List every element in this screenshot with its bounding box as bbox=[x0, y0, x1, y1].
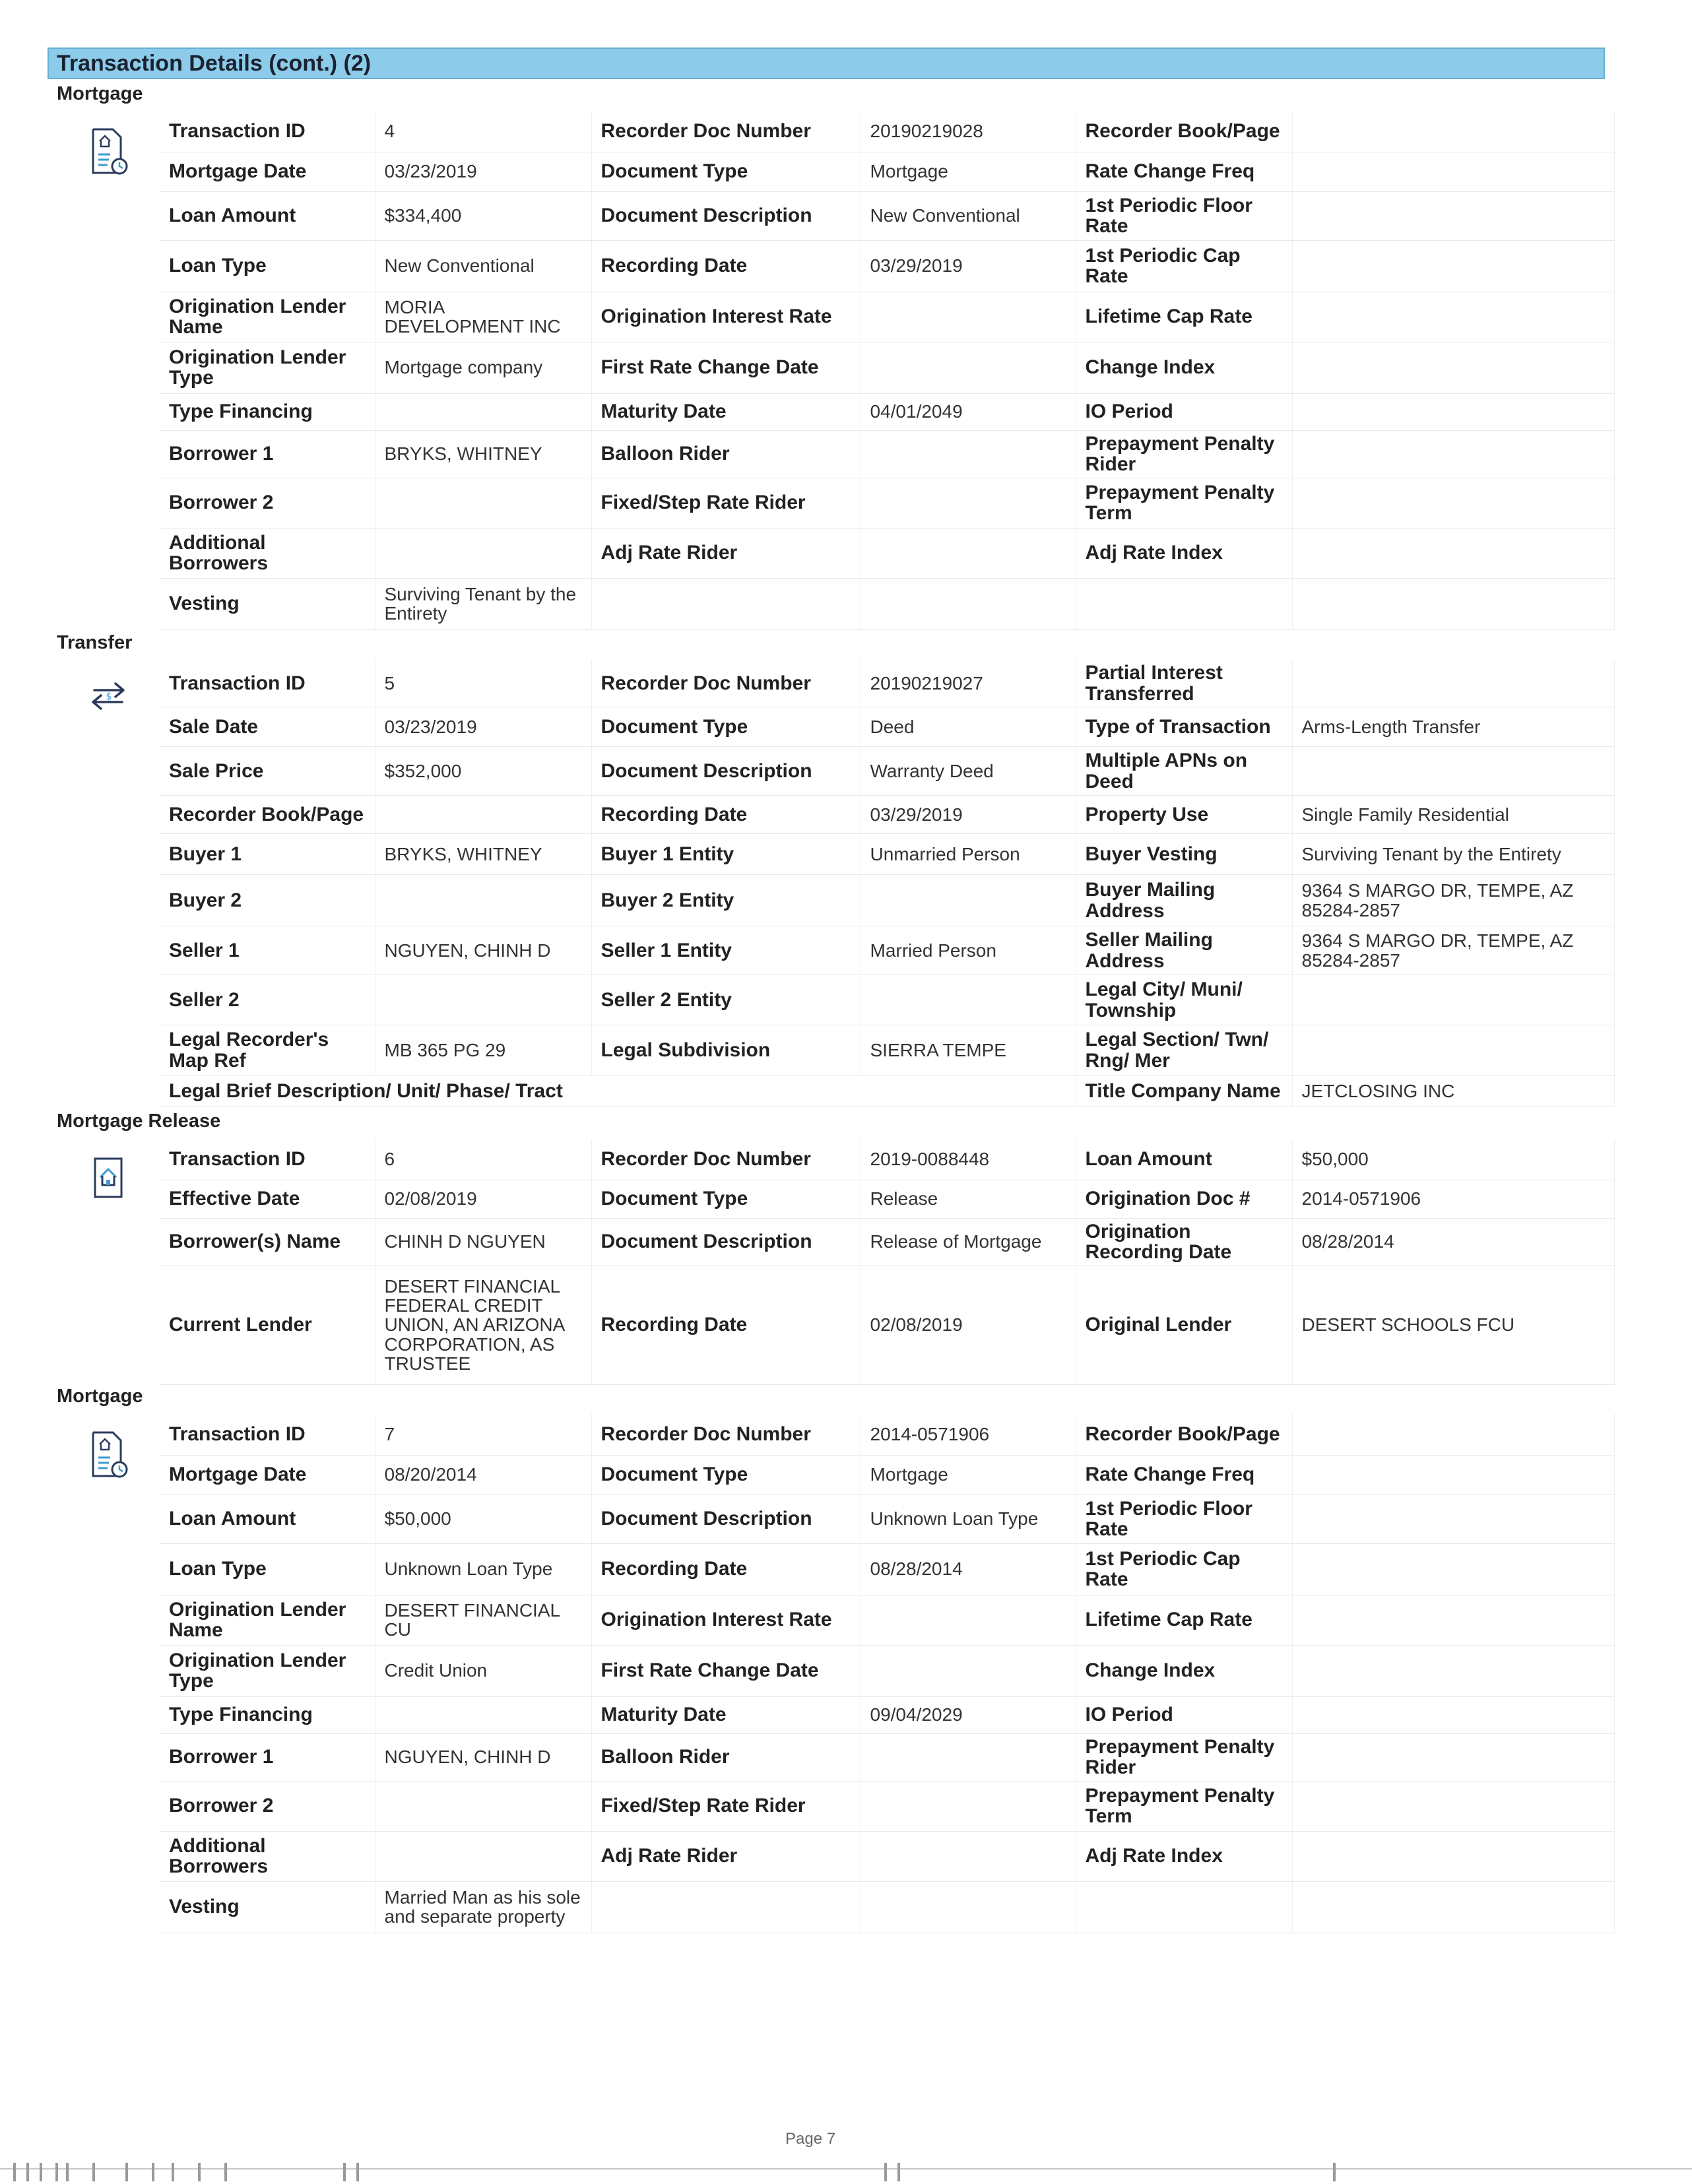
field-label: Original Lender bbox=[1076, 1266, 1292, 1384]
table-row bbox=[57, 1645, 1614, 1696]
table-row bbox=[57, 1543, 1614, 1595]
field-label: Current Lender bbox=[160, 1266, 375, 1384]
field-label: Recording Date bbox=[591, 1266, 861, 1384]
field-label: Document Description bbox=[591, 1494, 861, 1543]
section-icon-cell bbox=[57, 111, 160, 629]
field-value: New Conventional bbox=[375, 240, 591, 292]
field-label: Loan Type bbox=[160, 1543, 375, 1595]
field-label: Prepayment Penalty Rider bbox=[1076, 430, 1292, 478]
field-label: 1st Periodic Cap Rate bbox=[1076, 1543, 1292, 1595]
field-label: Fixed/Step Rate Rider bbox=[591, 1781, 861, 1831]
table-row bbox=[57, 292, 1614, 342]
field-value: 9364 S MARGO DR, TEMPE, AZ 85284-2857 bbox=[1292, 875, 1614, 926]
field-label: Multiple APNs on Deed bbox=[1076, 747, 1292, 796]
field-value bbox=[375, 478, 591, 528]
field-label: Document Type bbox=[591, 152, 861, 191]
section-table bbox=[57, 1139, 1615, 1385]
scan-artifact bbox=[92, 2163, 95, 2181]
field-value bbox=[1292, 1831, 1614, 1881]
field-value bbox=[1292, 111, 1614, 152]
field-value bbox=[861, 292, 1076, 342]
field-value: $334,400 bbox=[375, 191, 591, 240]
field-label: Property Use bbox=[1076, 796, 1292, 834]
field-value: DESERT SCHOOLS FCU bbox=[1292, 1266, 1614, 1384]
field-label: Recording Date bbox=[591, 240, 861, 292]
field-label: Loan Amount bbox=[160, 191, 375, 240]
field-label: Transaction ID bbox=[160, 111, 375, 152]
table-row bbox=[57, 1781, 1614, 1831]
scan-artifact bbox=[152, 2163, 154, 2181]
field-value: Mortgage bbox=[861, 1455, 1076, 1494]
table-row bbox=[57, 1076, 1614, 1107]
field-value bbox=[861, 528, 1076, 578]
field-value bbox=[375, 1781, 591, 1831]
field-label: Buyer 1 bbox=[160, 834, 375, 875]
field-label: Loan Amount bbox=[1076, 1139, 1292, 1180]
field-label: Borrower 1 bbox=[160, 1733, 375, 1781]
field-value bbox=[1292, 292, 1614, 342]
field-label: Loan Amount bbox=[160, 1494, 375, 1543]
field-label: Buyer 2 bbox=[160, 875, 375, 926]
field-label: Mortgage Date bbox=[160, 1455, 375, 1494]
field-label: Type Financing bbox=[160, 393, 375, 430]
field-label: Legal Recorder's Map Ref bbox=[160, 1025, 375, 1076]
field-label: IO Period bbox=[1076, 393, 1292, 430]
field-value: 2019-0088448 bbox=[861, 1139, 1076, 1180]
scan-artifact bbox=[13, 2163, 16, 2181]
field-label: Origination Lender Type bbox=[160, 342, 375, 393]
field-value bbox=[1292, 1645, 1614, 1696]
scan-artifact bbox=[356, 2163, 359, 2181]
field-label: Borrower 2 bbox=[160, 1781, 375, 1831]
field-value: SIERRA TEMPE bbox=[861, 1025, 1076, 1076]
field-label: Recording Date bbox=[591, 796, 861, 834]
field-value: DESERT FINANCIAL CU bbox=[375, 1595, 591, 1645]
field-value bbox=[861, 1645, 1076, 1696]
release-house-icon bbox=[66, 1155, 150, 1201]
table-row bbox=[57, 1831, 1614, 1881]
field-value bbox=[1292, 747, 1614, 796]
field-value: NGUYEN, CHINH D bbox=[375, 926, 591, 975]
field-value: 08/28/2014 bbox=[861, 1543, 1076, 1595]
scan-artifact bbox=[26, 2163, 29, 2181]
field-label: Legal Section/ Twn/ Rng/ Mer bbox=[1076, 1025, 1292, 1076]
field-label: Seller 2 bbox=[160, 975, 375, 1025]
field-value: New Conventional bbox=[861, 191, 1076, 240]
field-label: Origination Lender Type bbox=[160, 1645, 375, 1696]
field-label: Buyer Mailing Address bbox=[1076, 875, 1292, 926]
field-value bbox=[1292, 191, 1614, 240]
field-value: Arms-Length Transfer bbox=[1292, 707, 1614, 747]
field-label: Seller 1 Entity bbox=[591, 926, 861, 975]
field-value: 6 bbox=[375, 1139, 591, 1180]
field-label: Legal City/ Muni/ Township bbox=[1076, 975, 1292, 1025]
field-value: 04/01/2049 bbox=[861, 393, 1076, 430]
field-label: Vesting bbox=[160, 578, 375, 629]
field-value bbox=[861, 578, 1076, 629]
field-label: Prepayment Penalty Term bbox=[1076, 1781, 1292, 1831]
field-value bbox=[861, 875, 1076, 926]
field-label: Adj Rate Index bbox=[1076, 1831, 1292, 1881]
field-value bbox=[375, 975, 591, 1025]
scan-artifact bbox=[1333, 2163, 1336, 2181]
field-value bbox=[1292, 1455, 1614, 1494]
field-label: Maturity Date bbox=[591, 393, 861, 430]
section-header-bar bbox=[48, 48, 1605, 79]
field-label: Legal Brief Description/ Unit/ Phase/ Tract bbox=[160, 1076, 1076, 1107]
field-label: IO Period bbox=[1076, 1696, 1292, 1733]
scan-artifact bbox=[343, 2163, 346, 2181]
field-value: Single Family Residential bbox=[1292, 796, 1614, 834]
field-label: Additional Borrowers bbox=[160, 1831, 375, 1881]
field-value bbox=[861, 1733, 1076, 1781]
field-label bbox=[591, 578, 861, 629]
field-label: Recorder Book/Page bbox=[1076, 111, 1292, 152]
section-label: Mortgage bbox=[57, 83, 143, 104]
table-row bbox=[57, 747, 1614, 796]
field-value: MORIA DEVELOPMENT INC bbox=[375, 292, 591, 342]
section-label: Mortgage bbox=[57, 1386, 143, 1407]
table-row bbox=[57, 191, 1614, 240]
field-label: Origination Interest Rate bbox=[591, 1595, 861, 1645]
field-label: First Rate Change Date bbox=[591, 1645, 861, 1696]
field-label bbox=[1076, 578, 1292, 629]
scan-artifact bbox=[224, 2163, 227, 2181]
field-value bbox=[1292, 1494, 1614, 1543]
field-label: Transaction ID bbox=[160, 660, 375, 707]
field-label: Buyer 1 Entity bbox=[591, 834, 861, 875]
field-label: Borrower 1 bbox=[160, 430, 375, 478]
field-label: Legal Subdivision bbox=[591, 1025, 861, 1076]
field-label: Adj Rate Index bbox=[1076, 528, 1292, 578]
field-label: Loan Type bbox=[160, 240, 375, 292]
field-value bbox=[1292, 478, 1614, 528]
field-value bbox=[1292, 1696, 1614, 1733]
field-value bbox=[1292, 578, 1614, 629]
table-row bbox=[57, 478, 1614, 528]
table-row bbox=[57, 1696, 1614, 1733]
table-row bbox=[57, 1180, 1614, 1218]
field-value: 9364 S MARGO DR, TEMPE, AZ 85284-2857 bbox=[1292, 926, 1614, 975]
field-value: $352,000 bbox=[375, 747, 591, 796]
scan-artifact bbox=[884, 2163, 887, 2181]
table-row bbox=[57, 875, 1614, 926]
scan-artifact bbox=[55, 2163, 58, 2181]
field-value bbox=[1292, 1025, 1614, 1076]
field-value: 7 bbox=[375, 1414, 591, 1455]
field-value bbox=[1292, 430, 1614, 478]
field-value bbox=[1292, 152, 1614, 191]
page-title: Transaction Details (cont.) (2) bbox=[57, 50, 372, 76]
field-value: Unmarried Person bbox=[861, 834, 1076, 875]
field-label: Additional Borrowers bbox=[160, 528, 375, 578]
field-value: Release bbox=[861, 1180, 1076, 1218]
section-table bbox=[57, 1414, 1615, 1933]
field-value: Married Man as his sole and separate property bbox=[375, 1881, 591, 1933]
table-row bbox=[57, 1414, 1614, 1455]
section-label: Transfer bbox=[57, 632, 133, 653]
field-value bbox=[375, 875, 591, 926]
field-label: Mortgage Date bbox=[160, 152, 375, 191]
table-row bbox=[57, 430, 1614, 478]
scan-artifact bbox=[198, 2163, 201, 2181]
scan-artifact bbox=[897, 2163, 900, 2181]
table-row bbox=[57, 1595, 1614, 1645]
field-value bbox=[375, 1696, 591, 1733]
field-label: Document Type bbox=[591, 1180, 861, 1218]
field-value: 03/23/2019 bbox=[375, 707, 591, 747]
field-value: $50,000 bbox=[375, 1494, 591, 1543]
table-row bbox=[57, 111, 1614, 152]
field-value bbox=[861, 1595, 1076, 1645]
section-table bbox=[57, 111, 1615, 630]
field-label: Title Company Name bbox=[1076, 1076, 1292, 1107]
field-value bbox=[1292, 660, 1614, 707]
section-icon-cell bbox=[57, 1139, 160, 1384]
table-row bbox=[57, 342, 1614, 393]
section-table bbox=[57, 660, 1615, 1107]
field-label: Recorder Book/Page bbox=[1076, 1414, 1292, 1455]
field-value bbox=[1292, 1781, 1614, 1831]
field-label: Origination Lender Name bbox=[160, 292, 375, 342]
field-label: Document Type bbox=[591, 1455, 861, 1494]
scan-artifact bbox=[172, 2163, 174, 2181]
field-label: Rate Change Freq bbox=[1076, 152, 1292, 191]
field-value bbox=[1292, 393, 1614, 430]
field-value bbox=[1292, 975, 1614, 1025]
field-value bbox=[1292, 1414, 1614, 1455]
field-label: First Rate Change Date bbox=[591, 342, 861, 393]
field-value: 2014-0571906 bbox=[861, 1414, 1076, 1455]
field-value bbox=[1292, 342, 1614, 393]
field-value: Mortgage bbox=[861, 152, 1076, 191]
field-value: NGUYEN, CHINH D bbox=[375, 1733, 591, 1781]
table-row bbox=[57, 1025, 1614, 1076]
field-value: 03/29/2019 bbox=[861, 240, 1076, 292]
field-value: 5 bbox=[375, 660, 591, 707]
field-value bbox=[861, 1881, 1076, 1933]
field-label: Transaction ID bbox=[160, 1414, 375, 1455]
field-label: Document Description bbox=[591, 191, 861, 240]
field-label: Document Description bbox=[591, 747, 861, 796]
field-label: Type of Transaction bbox=[1076, 707, 1292, 747]
field-label: Document Description bbox=[591, 1218, 861, 1266]
field-label: Rate Change Freq bbox=[1076, 1455, 1292, 1494]
field-label: Vesting bbox=[160, 1881, 375, 1933]
table-row bbox=[57, 1139, 1614, 1180]
field-label: Borrower 2 bbox=[160, 478, 375, 528]
section-icon-cell bbox=[57, 1414, 160, 1933]
field-label: Transaction ID bbox=[160, 1139, 375, 1180]
field-value: DESERT FINANCIAL FEDERAL CREDIT UNION, AN ARIZONA CORPORATION, AS TRUSTEE bbox=[375, 1266, 591, 1384]
field-value bbox=[861, 430, 1076, 478]
field-value bbox=[861, 1831, 1076, 1881]
field-value: CHINH D NGUYEN bbox=[375, 1218, 591, 1266]
section-label: Mortgage Release bbox=[57, 1110, 221, 1132]
table-row bbox=[57, 528, 1614, 578]
transfer-arrows-icon bbox=[66, 676, 150, 715]
field-label: Origination Interest Rate bbox=[591, 292, 861, 342]
field-value: Unknown Loan Type bbox=[375, 1543, 591, 1595]
field-value: 03/23/2019 bbox=[375, 152, 591, 191]
field-value: 20190219028 bbox=[861, 111, 1076, 152]
field-value bbox=[861, 1781, 1076, 1831]
field-value: Release of Mortgage bbox=[861, 1218, 1076, 1266]
field-label: Origination Doc # bbox=[1076, 1180, 1292, 1218]
field-value: 09/04/2029 bbox=[861, 1696, 1076, 1733]
table-row bbox=[57, 152, 1614, 191]
field-value bbox=[1292, 528, 1614, 578]
field-label: Partial Interest Transferred bbox=[1076, 660, 1292, 707]
field-label: 1st Periodic Floor Rate bbox=[1076, 191, 1292, 240]
field-label: Effective Date bbox=[160, 1180, 375, 1218]
field-value: Married Person bbox=[861, 926, 1076, 975]
field-label bbox=[1076, 1881, 1292, 1933]
table-row bbox=[57, 1218, 1614, 1266]
field-value: 08/20/2014 bbox=[375, 1455, 591, 1494]
field-value: Surviving Tenant by the Entirety bbox=[1292, 834, 1614, 875]
table-row bbox=[57, 1455, 1614, 1494]
table-row bbox=[57, 1266, 1614, 1384]
field-label bbox=[591, 1881, 861, 1933]
field-label: Recorder Doc Number bbox=[591, 111, 861, 152]
table-row bbox=[57, 660, 1614, 707]
table-row bbox=[57, 393, 1614, 430]
field-value bbox=[375, 1831, 591, 1881]
table-row bbox=[57, 1494, 1614, 1543]
field-label: Balloon Rider bbox=[591, 430, 861, 478]
field-label: Change Index bbox=[1076, 342, 1292, 393]
table-row bbox=[57, 975, 1614, 1025]
field-label: Change Index bbox=[1076, 1645, 1292, 1696]
field-value: Deed bbox=[861, 707, 1076, 747]
field-value bbox=[1292, 1733, 1614, 1781]
field-label: Sale Date bbox=[160, 707, 375, 747]
field-value: Unknown Loan Type bbox=[861, 1494, 1076, 1543]
field-label: Seller 1 bbox=[160, 926, 375, 975]
field-label: Type Financing bbox=[160, 1696, 375, 1733]
field-label: Recorder Doc Number bbox=[591, 660, 861, 707]
table-row bbox=[57, 1733, 1614, 1781]
field-label: Lifetime Cap Rate bbox=[1076, 1595, 1292, 1645]
mortgage-document-icon bbox=[66, 127, 150, 176]
scan-artifact bbox=[125, 2163, 128, 2181]
field-value bbox=[375, 796, 591, 834]
table-row bbox=[57, 240, 1614, 292]
field-label: Adj Rate Rider bbox=[591, 528, 861, 578]
field-value: Mortgage company bbox=[375, 342, 591, 393]
field-label: Seller Mailing Address bbox=[1076, 926, 1292, 975]
field-value: $50,000 bbox=[1292, 1139, 1614, 1180]
field-value bbox=[1292, 1595, 1614, 1645]
field-value: MB 365 PG 29 bbox=[375, 1025, 591, 1076]
field-label: 1st Periodic Floor Rate bbox=[1076, 1494, 1292, 1543]
field-label: Recording Date bbox=[591, 1543, 861, 1595]
field-label: Buyer Vesting bbox=[1076, 834, 1292, 875]
field-label: Fixed/Step Rate Rider bbox=[591, 478, 861, 528]
table-row bbox=[57, 796, 1614, 834]
field-value: Warranty Deed bbox=[861, 747, 1076, 796]
field-value bbox=[861, 975, 1076, 1025]
field-value: 2014-0571906 bbox=[1292, 1180, 1614, 1218]
field-value: 08/28/2014 bbox=[1292, 1218, 1614, 1266]
field-value bbox=[375, 528, 591, 578]
field-value bbox=[375, 393, 591, 430]
field-label: Prepayment Penalty Rider bbox=[1076, 1733, 1292, 1781]
field-label: Document Type bbox=[591, 707, 861, 747]
field-label: Borrower(s) Name bbox=[160, 1218, 375, 1266]
section-icon-cell bbox=[57, 660, 160, 1107]
field-label: Lifetime Cap Rate bbox=[1076, 292, 1292, 342]
field-label: Maturity Date bbox=[591, 1696, 861, 1733]
field-value bbox=[1292, 1881, 1614, 1933]
field-value bbox=[861, 342, 1076, 393]
field-value: 02/08/2019 bbox=[375, 1180, 591, 1218]
field-value: JETCLOSING INC bbox=[1292, 1076, 1614, 1107]
field-label: 1st Periodic Cap Rate bbox=[1076, 240, 1292, 292]
table-row bbox=[57, 1881, 1614, 1933]
field-value: BRYKS, WHITNEY bbox=[375, 834, 591, 875]
mortgage-document-icon bbox=[66, 1430, 150, 1479]
table-row bbox=[57, 578, 1614, 629]
svg-text:$: $ bbox=[106, 691, 112, 702]
field-label: Sale Price bbox=[160, 747, 375, 796]
field-value: Credit Union bbox=[375, 1645, 591, 1696]
field-label: Adj Rate Rider bbox=[591, 1831, 861, 1881]
field-label: Recorder Doc Number bbox=[591, 1414, 861, 1455]
field-value: 4 bbox=[375, 111, 591, 152]
field-value: Surviving Tenant by the Entirety bbox=[375, 578, 591, 629]
field-value: 02/08/2019 bbox=[861, 1266, 1076, 1384]
page-number: Page 7 bbox=[785, 2130, 836, 2148]
scan-artifact bbox=[66, 2163, 69, 2181]
field-label: Seller 2 Entity bbox=[591, 975, 861, 1025]
table-row bbox=[57, 926, 1614, 975]
field-label: Balloon Rider bbox=[591, 1733, 861, 1781]
field-label: Buyer 2 Entity bbox=[591, 875, 861, 926]
table-row bbox=[57, 707, 1614, 747]
field-label: Recorder Doc Number bbox=[591, 1139, 861, 1180]
footer-divider bbox=[0, 2168, 1692, 2169]
field-value: 03/29/2019 bbox=[861, 796, 1076, 834]
field-value: 20190219027 bbox=[861, 660, 1076, 707]
table-row bbox=[57, 834, 1614, 875]
field-label: Origination Recording Date bbox=[1076, 1218, 1292, 1266]
field-label: Recorder Book/Page bbox=[160, 796, 375, 834]
field-value bbox=[1292, 1543, 1614, 1595]
field-value bbox=[861, 478, 1076, 528]
field-value: BRYKS, WHITNEY bbox=[375, 430, 591, 478]
scan-artifact bbox=[40, 2163, 42, 2181]
field-label: Prepayment Penalty Term bbox=[1076, 478, 1292, 528]
field-value bbox=[1292, 240, 1614, 292]
field-label: Origination Lender Name bbox=[160, 1595, 375, 1645]
